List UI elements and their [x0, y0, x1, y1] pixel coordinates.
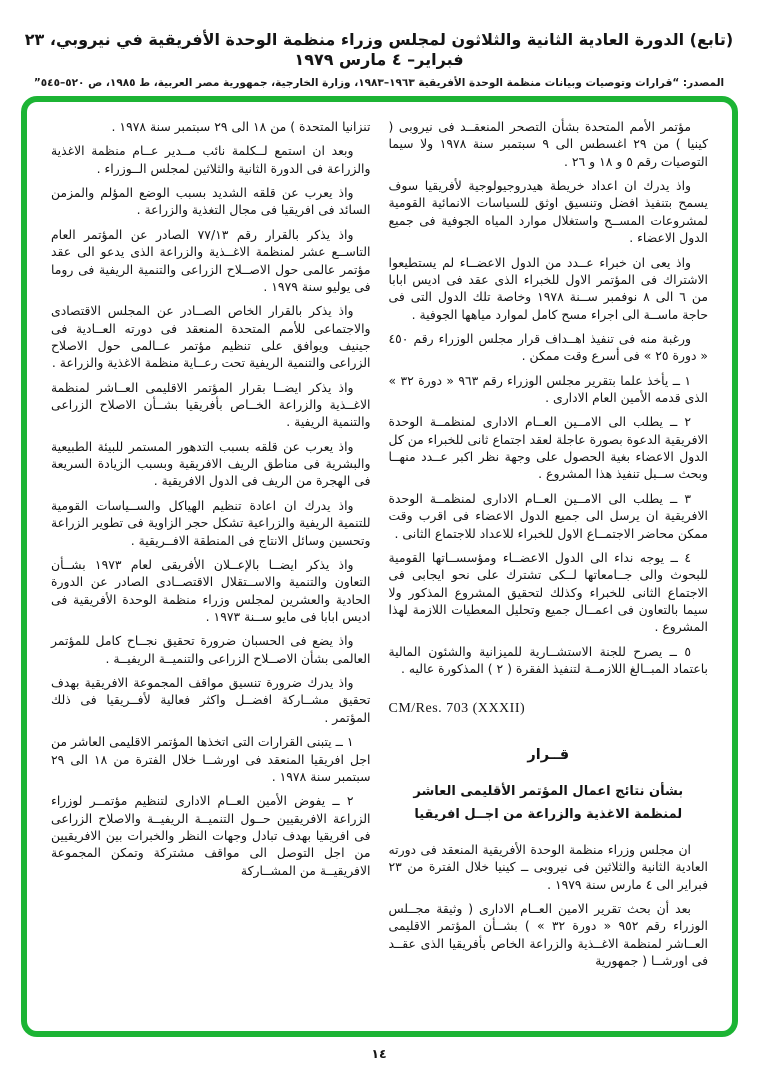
paragraph: واذ يذكر ايضــا بقرار المؤتمر الاقليمى العــاشر لمنظمة الاغــذية والزراعة الخــاص بأفريقيا بشــأن الاصلاح الزراعى والتنمية الريفية .	[51, 379, 371, 430]
page-header	[0, 30, 758, 100]
resolution-subject-line2: لمنظمة الاغذية والزراعة من اجــل افريقيا	[414, 807, 683, 823]
resolution-code: CM/Res. 703 (XXXII)	[388, 701, 526, 717]
paragraph: واذ يضع فى الحسبان ضرورة تحقيق نجــاح كامل للمؤتمر العالمى بشأن الاصــلاح الزراعى والتنميــة الريفيــة .	[51, 633, 371, 666]
paragraph: واذ يذكر بالقرار رقم ٧٧/١٣ الصادر عن المؤتمر العام التاســع عشر لمنظمة الاغــذية والزراعة الذى يدعو الى عقد مؤتمر عالمى حول الاصــلاح الزراعى والتنمية الريفية فى روما فى يوليو سنة ١٩٧٩ .	[51, 226, 371, 294]
paragraph: بعد أن بحث تقرير الامين العــام الادارى ( وثيقة مجــلس الوزراء رقم ٩٥٢ « دورة ٣٢ » ) بشــأن المؤتمر الاقليمى العــاشر لمنظمة الاغــذية والزراعة الخاص بأفريقيا الذى عقــد فى اورشــا ( جمهورية	[388, 900, 708, 968]
paragraph: ورغبة منه فى تنفيذ اهــداف قرار مجلس الوزراء رقم ٤٥٠ « دورة ٢٥ » فى أسرع وقت ممكن .	[388, 330, 708, 364]
numbered-clause: ١ ــ يأخذ علما بتقرير مجلس الوزراء رقم ٩٦٣ « دورة ٣٢ » الذى قدمه الأمين العام الادارى .	[388, 372, 708, 406]
paragraph: واذ يدرك ان اعادة تنظيم الهياكل والســياسات القومية للتنمية الريفية والزراعية تشكل حجر الزاوية فى تطوير الزراعة وتحسين وسائل الانتاج فى المنطقة الافــريقية .	[51, 497, 371, 548]
paragraph: واذ يعى ان خبراء عــدد من الدول الاعضــاء لم يستطيعوا الاشتراك فى المؤتمر الاول للخبراء الذى عقد فى اديس ابابا من ٦ الى ٨ نوفمبر ســنة ١٩٧٨ وخاصة تلك الدول التى فى حاجة ماســة الى اجراء مسح كامل لموارد مياهها الجوفية .	[388, 254, 708, 322]
header-source-line: المصدر: “قرارات وتوصيات وبيانات منظمة الوحدة الأفريقية ١٩٦٣–١٩٨٣، وزارة الخارجية، جمهورية مصر العربية، ط ١٩٨٥، ص ٥٢٠–٥٤٥”	[33, 77, 725, 89]
header-session-line: (تابع) الدورة العادية الثانية والثلاثون لمجلس وزراء منظمة الوحدة الأفريقية في نيروبي، ٢٣ فبراير– ٤ مارس ١٩٧٩	[24, 30, 734, 69]
resolution-subject-line1: بشأن نتائج اعمال المؤتمر الأقليمى العاشر	[413, 784, 684, 800]
continuation-paragraph: تنزانيا المتحدة ) من ١٨ الى ٢٩ سبتمبر سنة ١٩٧٨ .	[111, 119, 371, 134]
page-number: ١٤	[371, 1046, 387, 1061]
paragraph: واذ يدرك ان اعداد خريطة هيدروجيولوجية لأفريقيا سوف يسمح بتنفيذ افضل وتنسيق اوثق للسياسات الانمائية القومية لمشروعات المســح واستغلال موارد المياه الجوفية فى جميع الدول الاعضاء .	[388, 178, 708, 246]
paragraph: ان مجلس وزراء منظمة الوحدة الأفريقية المنعقد فى دورته العادية الثانية والثلاثين فى نيروبى ــ كينيا خلال الفترة من ٢٣ فبراير الى ٤ مارس سنة ١٩٧٩ .	[388, 841, 708, 892]
numbered-clause: ٢ ــ يفوض الأمين العــام الادارى لتنظيم مؤتمــر لوزراء الزراعة الافريقيين حــول التنميــة الريفيــة والاصلاح الزراعى فى افريقيا بهدف تبادل وجهات النظر والخبرات بين الافريقيين من اجل التوصل الى مواقف مشتركة وتمكن المجموعة الافريقيــة من المشــاركة	[51, 793, 371, 878]
numbered-clause: ٤ ــ يوجه نداء الى الدول الاعضــاء ومؤسســاتها القومية للبحوث والى جــامعاتها لــكى تشترك على نحو ايجابى فى الاجتماع الثانى للخبراء وكذلك لتحقيق المشروع المذكور ولا سيما بالتعاون فى اعمــال جميع وتحليل المعطيات اللازمة لهذا المشروع .	[388, 549, 708, 635]
numbered-clause: ٣ ــ يطلب الى الامــين العــام الادارى لمنظمــة الوحدة الافريقية ان يرسل الى جميع الدول الاعضاء فى اقرب وقت ممكن محاضر الاجتمــاع الاول للخبراء للاعداد للاجتماع الثانى .	[388, 490, 708, 541]
numbered-clause: ٢ ــ يطلب الى الامــين العــام الادارى لمنظمــة الوحدة الافريقية الدعوة بصورة عاجلة لعقد اجتماع ثانى للخبراء من كل الدول الاعضاء بغية الحصول على وجهة نظر اكبر عــدد منهــا وبحث ســبل تنفيذ هذا المشروع .	[388, 414, 708, 482]
paragraph: واذ يذكر ايضــا بالإعــلان الأفريقى لعام ١٩٧٣ بشــأن التعاون والتنمية والاســتقلال الاقتصــادى الصادر عن الدورة الحادية والعشرين لمجلس وزراء منظمة الوحدة الأفريقية فى اديس ابابا فى مايو ســنة ١٩٧٣ .	[51, 556, 371, 624]
paragraph: واذ يعرب عن قلقه بسبب التدهور المستمر للبيئة الطبيعية والبشرية فى مناطق الريف الافريقية وبسبب الزيادة السريعة فى الهجرة من الريف فى الدول الافريقية .	[51, 438, 371, 489]
paragraph: واذ يذكر بالقرار الخاص الصــادر عن المجلس الاقتصادى والاجتماعى للأمم المتحدة المنعقد فى دورته العــادية فى جينيف ويوافق على تنظيم مؤتمر عــالمى حول الاصلاح الزراعى والتنمية الريفية تحت رعــاية منظمة الاغذية والزراعة .	[51, 303, 371, 371]
green-border-frame	[21, 96, 738, 1037]
resolution-heading: قــرار	[527, 747, 570, 764]
resolution-subject	[389, 781, 709, 827]
right-column	[389, 118, 709, 1021]
paragraph: وبعد ان استمع لــكلمة نائب مــدير عــام منظمة الاغذية والزراعة فى الدورة الثانية والثلاثين لمجلس الــوزراء .	[51, 143, 371, 176]
paragraph: مؤتمر الأمم المتحدة بشأن التصحر المنعقــد فى نيروبى ( كينيا ) من ٢٩ اغسطس الى ٩ سبتمبر سنة ١٩٧٨ ولا سيما التوصيات رقم ٥ و ١٨ و ٢٦ .	[388, 119, 708, 169]
left-column	[51, 118, 371, 1021]
paragraph: واذ يعرب عن قلقه الشديد بسبب الوضع المؤلم والمزمن السائد فى افريقيا فى مجال التغذية والزراعة .	[51, 185, 371, 218]
numbered-clause: ٥ ــ يصرح للجنة الاستشــارية للميزانية والشئون المالية باعتماد المبــالغ اللازمــة لتنفيذ الفقرة ( ٢ ) المذكورة عاليه .	[388, 643, 708, 677]
numbered-clause: ١ ــ يتبنى القرارات التى اتخذها المؤتمر الاقليمى العاشر من اجل افريقيا المنعقد فى اورشــا خلال الفترة من ١٨ الى ٢٩ سبتمبر سنة ١٩٧٨ .	[51, 734, 371, 784]
two-column-text	[27, 102, 732, 1031]
paragraph: واذ يدرك ضرورة تنسيق مواقف المجموعة الافريقية بهدف تحقيق مشــاركة افضــل واكثر فعالية لأفــريقيا فى ذلك المؤتمر .	[51, 675, 371, 725]
